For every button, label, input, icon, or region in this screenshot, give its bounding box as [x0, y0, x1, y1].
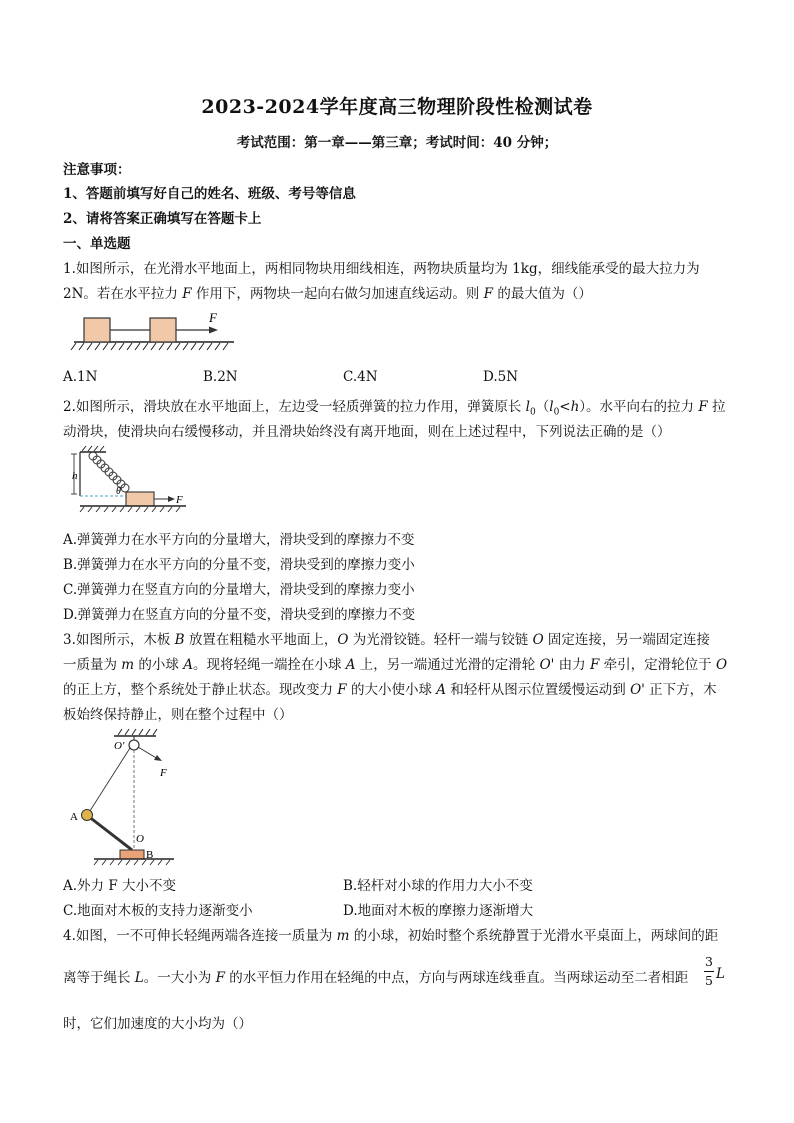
notes-heading: 注意事项： [63, 162, 131, 178]
section-heading: 一、单选题 [63, 236, 131, 252]
q4-frac-var: L [716, 966, 725, 982]
q2-option-a: A.弹簧弹力在水平方向的分量增大，滑块受到的摩擦力不变 [63, 532, 415, 548]
q2-stem-line2: 动滑块，使滑块向右缓慢移动，并且滑块始终没有离开地面，则在上述过程中，下列说法正确的是（） [63, 424, 671, 440]
q2-fig-h-label: h [72, 470, 78, 482]
q4-stem-line3: 时，它们加速度的大小均为（） [63, 1016, 252, 1032]
q3-stem-line2: 一质量为 m 的小球 A。现将轻绳一端拴在小球 A 上，另一端通过光滑的定滑轮 O' 由力 F 牵引，定滑轮位于 O [63, 657, 728, 673]
q1-figure [70, 308, 240, 354]
q2-option-c: C.弹簧弹力在竖直方向的分量增大，滑块受到的摩擦力变小 [63, 582, 415, 598]
q2-fig-force-label: F [176, 494, 183, 506]
ball-a [82, 810, 93, 821]
q1-stem-line2: 2N。若在水平拉力 F 作用下，两物块一起向右做匀加速直线运动。则 F 的最大值为（） [63, 286, 592, 302]
note-item-1: 1、答题前填写好自己的姓名、班级、考号等信息 [63, 186, 356, 202]
q3-option-d: D.地面对木板的摩擦力逐渐增大 [343, 903, 534, 919]
q1-stem-line1: 1.如图所示，在光滑水平地面上，两相同物块用细线相连，两物块质量均为 1kg，细线能承受的最大拉力为 [63, 261, 700, 277]
board-b [120, 850, 144, 859]
q2-option-b: B.弹簧弹力在水平方向的分量不变，滑块受到的摩擦力变小 [63, 557, 415, 573]
q3-fig-board-label: B [146, 849, 154, 861]
q4-stem-line1: 4.如图，一不可伸长轻绳两端各连接一质量为 m 的小球，初始时整个系统静置于光滑水平桌面上，两球间的距 [63, 928, 719, 944]
q3-fig-force-label: F [160, 767, 167, 779]
block-right [150, 318, 176, 342]
page-title: 2023-2024学年度高三物理阶段性检测试卷 [201, 96, 593, 118]
q2-fig-theta-label: θ [116, 486, 121, 497]
q1-option-b: B.2N [203, 369, 238, 385]
q4-frac-bar [704, 971, 714, 972]
q4-frac-num: 3 [705, 954, 713, 969]
q1-option-d: D.5N [483, 369, 519, 385]
q4-stem-line2: 离等于绳长 L。一大小为 F 的水平恒力作用在轻绳的中点，方向与两球连线垂直。当两球运动至二者相距 [63, 970, 689, 986]
q3-stem-line4: 板始终保持静止，则在整个过程中（） [63, 707, 293, 723]
q2-slider-block [126, 492, 154, 506]
q3-fig-ball-label: A [70, 811, 78, 823]
exam-scope: 考试范围：第一章——第三章；考试时间：40 分钟； [236, 135, 558, 151]
q1-option-a: A.1N [63, 369, 98, 385]
q1-option-c: C.4N [343, 369, 378, 385]
q3-figure [70, 728, 180, 866]
q2-figure [66, 446, 196, 520]
q3-option-c: C.地面对木板的支持力逐渐变小 [63, 903, 253, 919]
q3-stem-line1: 3.如图所示，木板 B 放置在粗糙水平地面上，O 为光滑铰链。轻杆一端与铰链 O 固定连接，另一端固定连接 [63, 632, 710, 648]
block-left [84, 318, 110, 342]
q3-option-b: B.轻杆对小球的作用力大小不变 [343, 878, 533, 894]
q1-fig-force-label: F [209, 310, 217, 325]
q2-stem-line1: 2.如图所示，滑块放在水平地面上，左边受一轻质弹簧的拉力作用，弹簧原长 $l_0(l_0<h)$。水平向右的拉力 F 拉 [63, 399, 726, 418]
q3-fig-hinge-label: O [136, 833, 144, 845]
q3-stem-line3: 的正上方，整个系统处于静止状态。现改变力 F 的大小使小球 A 和轻杆从图示位置缓慢运动到 O' 正下方，木 [63, 682, 717, 698]
q3-option-a: A.外力 F 大小不变 [63, 878, 176, 894]
pulley [129, 740, 139, 750]
note-item-2: 2、请将答案正确填写在答题卡上 [63, 211, 262, 227]
q4-frac-den: 5 [705, 973, 713, 988]
q3-fig-pulley-label: O' [114, 740, 125, 752]
q2-option-d: D.弹簧弹力在竖直方向的分量不变，滑块受到的摩擦力不变 [63, 607, 416, 623]
